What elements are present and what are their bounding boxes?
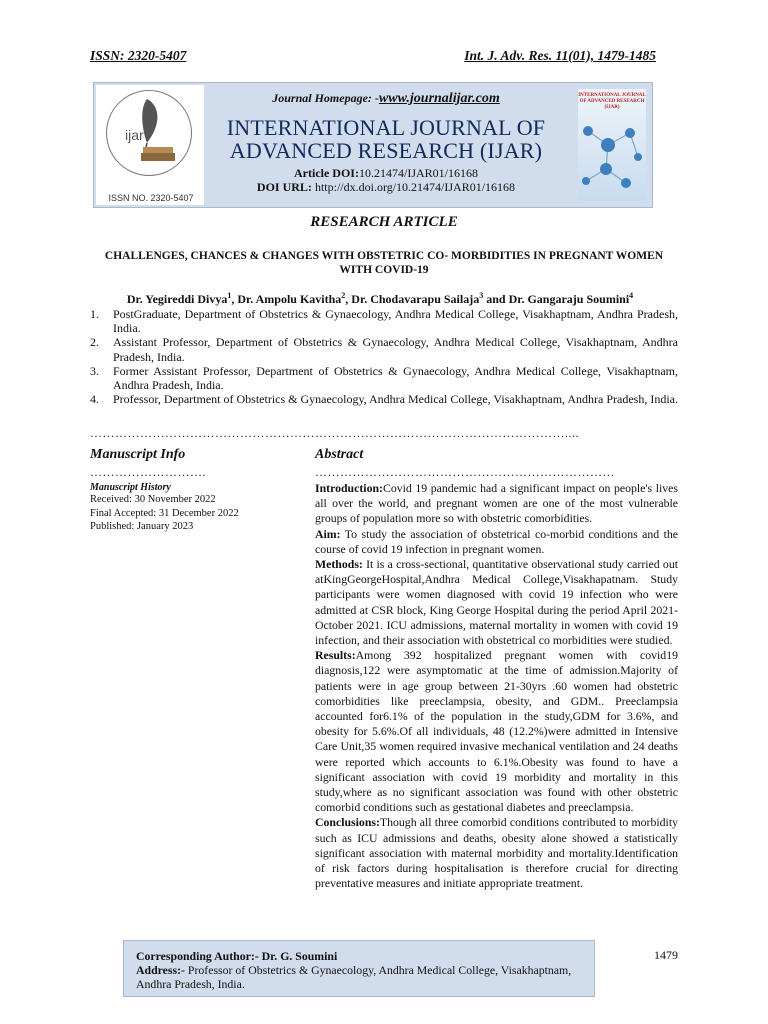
homepage-link[interactable]: www.journalijar.com	[378, 91, 500, 106]
manuscript-info	[90, 447, 290, 534]
author-name: Dr. Yegireddi Divya	[126, 292, 228, 306]
doi-label: Article DOI:	[294, 166, 359, 180]
journal-banner	[93, 82, 653, 208]
manuscript-history-label: Manuscript History	[90, 482, 171, 493]
abstract-aim	[315, 527, 678, 557]
quill-icon	[107, 91, 191, 175]
received-date: Received: 30 November 2022	[90, 494, 216, 505]
affiliation-text: Former Assistant Professor, Department of Obstetrics & Gynaecology, Andhra Medical College, Visakhaptnam, Andhra Pradesh, India.	[113, 363, 678, 393]
abstract	[315, 447, 678, 891]
affiliation-text: PostGraduate, Department of Obstetrics & Gynaecology, Andhra Medical College, Visakhaptnam, Andhra Pradesh, India.	[113, 307, 678, 336]
logo-circle	[106, 90, 192, 176]
affiliation-list	[90, 307, 678, 406]
abstract-section-label: Methods:	[315, 557, 363, 572]
author-sup: 4	[629, 291, 634, 300]
address-text: Professor of Obstetrics & Gynaecology, Andhra Medical College, Visakhaptnam, Andhra Pradesh, India.	[136, 963, 572, 991]
address-label: Address:-	[136, 963, 185, 977]
author-name: Dr. Ampolu Kavitha	[237, 292, 342, 306]
abstract-section-label: Aim:	[315, 526, 341, 541]
journal-cover-image	[578, 89, 646, 201]
molecule-icon	[578, 111, 646, 201]
author-sep: ,	[231, 292, 238, 306]
article-title: CHALLENGES, CHANCES & CHANGES WITH OBSTETRIC CO- MORBIDITIES IN PREGNANT WOMEN WITH COVID-19	[104, 250, 664, 276]
abstract-conclusions	[315, 815, 678, 891]
accepted-date: Final Accepted: 31 December 2022	[90, 507, 239, 519]
page-number: 1479	[654, 948, 678, 962]
affiliation-number: 1.	[90, 307, 99, 321]
affiliation-number: 3.	[90, 363, 99, 378]
author-sup: 3	[479, 291, 484, 300]
abstract-section-label: Results:	[315, 648, 356, 663]
abstract-section-text: Among 392 hospitalized pregnant women with covid19 diagnosis,122 were asymptomatic at the time of admission.Majority of patients were in age group between 21-30yrs .60 women had obstetric comorbidities like preeclampsia, obesity, and GDM.. Preeclampsia accounted for6.1% of the population in the study,GDM for 3.6%, and obesity for 5.6%.Of all individuals, 48 (12.2%)were admitted in Intensive Care Unit,35 women required invasive mechanical ventilation and 24 deaths were reported which accounts to 6.1%.Obesity was found to have a significant association with covid 19 morbidity and mortality in this study,where as no significant association was found with other obstetric comorbid conditions such as gestational diabetes and preeclampsia.	[315, 648, 678, 815]
author-sep: ,	[345, 292, 352, 306]
affiliation-number: 4.	[90, 392, 99, 407]
affiliation-text: Assistant Professor, Department of Obstetrics & Gynaecology, Andhra Medical College, Visakhaptnam, Andhra Pradesh, India.	[113, 335, 678, 364]
homepage-label: Journal Homepage: -	[272, 91, 379, 105]
author-sup: 2	[341, 291, 346, 300]
abstract-heading: Abstract	[315, 447, 364, 462]
running-header	[90, 48, 656, 64]
doi-url-link[interactable]: http://dx.doi.org/10.21474/IJAR01/16168	[314, 180, 516, 194]
ijar-logo	[96, 85, 204, 205]
abstract-section-text: Though all three comorbid conditions contributed to morbidity such as ICU admissions and deaths, obesity alone showed a statistically significant association with maternal morbidity and mortality.Identification of risk factors during hospitalisation is therefore crucial for directing preventative measures and initiate appropriate treatment.	[315, 815, 678, 891]
journal-name-line2: ADVANCED RESEARCH (IJAR)	[229, 138, 543, 163]
journal-name	[206, 116, 566, 162]
logo-wordmark: ijar	[125, 127, 144, 143]
published-date: Published: January 2023	[90, 521, 194, 532]
abstract-section-label: Conclusions:	[315, 815, 380, 830]
citation-label: Int. J. Adv. Res. 11(01), 1479-1485	[464, 48, 656, 63]
doi-value: 10.21474/IJAR01/16168	[358, 166, 478, 180]
abstract-section-text: To study the association of obstetrical co-morbid conditions and the course of covid 19 infection in pregnant women.	[315, 526, 678, 556]
cover-title: INTERNATIONAL JOURNAL OF ADVANCED RESEARCH (IJAR)	[578, 93, 646, 110]
abstract-body	[315, 481, 678, 891]
abstract-section-label: Introduction:	[315, 481, 383, 495]
abstract-introduction	[315, 481, 678, 527]
abstract-section-text: It is a cross-sectional, quantitative observational study carried out atKingGeorgeHospital,Andhra Medical College,Visakhapatnam. Study participants were women diagnosed with covid 19 infection who were admitted at CSR block, King George Hospital during the period April 2021-October 2021. ICU admissions, maternal mortality in women with covid 19 infection, and their association with obstetrical co morbidities were studied.	[315, 557, 678, 648]
issn-label: ISSN: 2320-5407	[90, 48, 187, 63]
manuscript-info-heading: Manuscript Info	[90, 447, 186, 462]
logo-issn: ISSN NO. 2320-5407	[108, 193, 194, 203]
author-sep: and	[483, 292, 509, 306]
journal-homepage	[206, 91, 566, 107]
author-name: Dr. Chodavarapu Sailaja	[351, 292, 480, 306]
abstract-methods	[315, 557, 678, 648]
abstract-dots: ………………………………………………………………	[315, 465, 615, 479]
journal-name-line1: INTERNATIONAL JOURNAL OF	[226, 115, 546, 140]
doi-url-label: DOI URL:	[256, 180, 312, 194]
author-list	[90, 291, 670, 307]
affiliation-item	[90, 392, 678, 406]
section-separator: ……………………………………………………………………………………………………....	[90, 426, 579, 440]
affiliation-text: Professor, Department of Obstetrics & Gynaecology, Andhra Medical College, Visakhaptnam, Andhra Pradesh, India.	[113, 392, 678, 407]
article-type: RESEARCH ARTICLE	[310, 214, 458, 230]
corresponding-author-heading: Corresponding Author:- Dr. G. Soumini	[136, 949, 338, 963]
affiliation-item	[90, 364, 678, 392]
abstract-results	[315, 648, 678, 815]
abstract-section-text: Covid 19 pandemic had a significant impact on people's lives all over the world, and pregnant women are one of the most vulnerable groups of population more so with obstetric comorbidities.	[315, 481, 678, 526]
corresponding-author-box	[123, 940, 595, 997]
author-name: Dr. Gangaraju Soumini	[508, 292, 630, 306]
doi-block	[206, 166, 566, 194]
affiliation-item	[90, 335, 678, 363]
manuscript-dots: ……………………….	[90, 465, 206, 479]
affiliation-item	[90, 307, 678, 335]
author-sup: 1	[227, 291, 232, 300]
banner-center	[206, 91, 566, 194]
corresponding-address	[136, 963, 582, 991]
affiliation-number: 2.	[90, 335, 99, 350]
